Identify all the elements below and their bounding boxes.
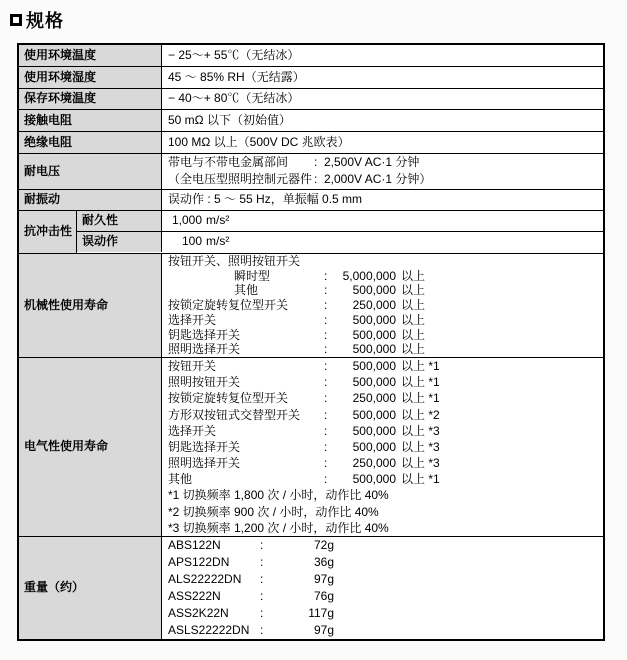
durability-suffix: 以上 *1 xyxy=(401,391,440,406)
spec-label: 使用环境湿度 xyxy=(24,69,97,84)
shock-subrow xyxy=(77,211,603,232)
spec-value: 45 ～ 85% RH（无结露） xyxy=(168,69,305,84)
spec-value-cell xyxy=(162,89,603,110)
spec-label: 重量（约） xyxy=(24,580,85,595)
table-row-shock xyxy=(19,211,603,254)
spec-label-cell xyxy=(19,110,162,131)
spec-value: − 40～+ 80℃（无结冰） xyxy=(168,91,300,106)
durability-line xyxy=(168,390,599,406)
durability-suffix: 以上 xyxy=(401,268,426,283)
weight-line xyxy=(168,588,599,605)
weight-model: APS122DN xyxy=(168,555,230,570)
spec-value-cell xyxy=(162,537,603,639)
spec-value-cell xyxy=(162,45,603,66)
shock-value-unit: m/s² xyxy=(206,234,230,249)
durability-line xyxy=(168,455,599,471)
voltage-part: 带电与不带电金属部间 xyxy=(168,155,289,170)
durability-count: 250,000 xyxy=(352,456,396,471)
spec-label-cell xyxy=(19,132,162,153)
spec-label-cell xyxy=(19,211,77,253)
durability-suffix: 以上 *1 xyxy=(401,375,440,390)
weight-line xyxy=(168,571,599,588)
weight-colon: : xyxy=(260,622,264,637)
durability-colon: : xyxy=(324,472,328,487)
simple-rows-group xyxy=(19,45,603,154)
spec-label: 抗冲击性 xyxy=(24,224,73,239)
weight-value: 97g xyxy=(313,622,334,637)
durability-count: 500,000 xyxy=(352,375,396,390)
spec-value-cell xyxy=(162,358,603,536)
weight-line xyxy=(168,605,599,622)
durability-count: 250,000 xyxy=(352,298,396,313)
durability-item: 按锁定旋转复位型开关 xyxy=(168,391,289,406)
durability-count: 500,000 xyxy=(352,312,396,327)
durability-line xyxy=(168,328,599,343)
table-row-weight xyxy=(19,537,603,639)
durability-count: 500,000 xyxy=(352,327,396,342)
durability-colon: : xyxy=(324,268,328,283)
durability-line xyxy=(168,471,599,487)
table-row xyxy=(19,132,603,154)
table-row xyxy=(19,110,603,132)
durability-suffix: 以上 xyxy=(401,283,426,298)
spec-value: − 25～+ 55℃（无结冰） xyxy=(168,47,300,62)
durability-colon: : xyxy=(324,327,328,342)
shock-subrows xyxy=(77,211,603,253)
durability-suffix: 以上 xyxy=(401,312,426,327)
durability-colon: : xyxy=(324,407,328,422)
spec-label: 绝缘电阻 xyxy=(24,135,73,150)
durability-suffix: 以上 xyxy=(401,298,426,313)
durability-line xyxy=(168,342,599,357)
table-row xyxy=(19,89,603,111)
voltage-part: （全电压型照明控制元器件 xyxy=(168,172,313,187)
spec-value-cell xyxy=(162,154,603,189)
weight-model: ABS122N xyxy=(168,538,221,553)
voltage-line xyxy=(168,154,599,171)
durability-item: 钥匙选择开关 xyxy=(168,327,241,342)
weight-colon: : xyxy=(260,538,264,553)
durability-colon: : xyxy=(324,456,328,471)
durability-suffix: 以上 xyxy=(401,327,426,342)
weight-colon: : xyxy=(260,588,264,603)
durability-suffix: 以上 *3 xyxy=(401,439,440,454)
durability-line xyxy=(168,298,599,313)
durability-suffix xyxy=(396,254,401,269)
shock-value-cell xyxy=(162,211,603,231)
spec-label: 使用环境温度 xyxy=(24,47,97,62)
spec-value-cell xyxy=(162,254,603,357)
voltage-line xyxy=(168,171,599,188)
durability-item: 按钮开关 xyxy=(168,358,217,373)
weight-line xyxy=(168,537,599,554)
weight-model: ASLS22222DN xyxy=(168,622,250,637)
durability-count: 500,000 xyxy=(352,423,396,438)
spec-label-cell xyxy=(19,154,162,189)
durability-suffix: 以上 *3 xyxy=(401,423,440,438)
durability-colon: : xyxy=(324,358,328,373)
table-row-electrical xyxy=(19,358,603,537)
durability-suffix: 以上 *3 xyxy=(401,456,440,471)
spec-label: 机械性使用寿命 xyxy=(24,297,109,312)
shock-subrow xyxy=(77,232,603,252)
spec-label: 保存环境温度 xyxy=(24,91,97,106)
shock-sublabel-cell xyxy=(77,211,162,231)
durability-item: 瞬时型 xyxy=(234,268,271,283)
weight-line xyxy=(168,622,599,639)
spec-label-cell xyxy=(19,89,162,110)
durability-line xyxy=(168,358,599,374)
spec-label-cell xyxy=(19,254,162,357)
shock-value-number: 1,000 xyxy=(171,213,202,228)
spec-label: 电气性使用寿命 xyxy=(24,439,109,454)
weight-model: ASS222N xyxy=(168,588,221,603)
durability-line xyxy=(168,269,599,284)
durability-colon: : xyxy=(324,312,328,327)
spec-value-cell xyxy=(162,67,603,88)
durability-colon: : xyxy=(324,375,328,390)
spec-label-cell xyxy=(19,190,162,210)
durability-item: 钥匙选择开关 xyxy=(168,439,241,454)
durability-count: 500,000 xyxy=(352,472,396,487)
shock-value-cell xyxy=(162,232,603,252)
weight-model: ASS2K22N xyxy=(168,605,229,620)
voltage-colon: : xyxy=(314,172,318,187)
durability-item: 按锁定旋转复位型开关 xyxy=(168,298,289,313)
spec-label: 耐振动 xyxy=(24,192,61,207)
durability-line xyxy=(168,283,599,298)
spec-value: 100 MΩ 以上（500V DC 兆欧表） xyxy=(168,135,350,150)
weight-value: 97g xyxy=(313,572,334,587)
spec-label-cell xyxy=(19,67,162,88)
durability-count: 250,000 xyxy=(352,391,396,406)
durability-item: 照明选择开关 xyxy=(168,342,241,357)
weight-colon: : xyxy=(260,605,264,620)
durability-colon: : xyxy=(324,423,328,438)
durability-line xyxy=(168,374,599,390)
spec-value: 50 mΩ 以下（初始值） xyxy=(168,113,291,128)
shock-sublabel: 耐久性 xyxy=(82,213,119,228)
spec-label: 耐电压 xyxy=(24,163,61,178)
table-row xyxy=(19,45,603,67)
page-title xyxy=(10,7,64,33)
shock-value-number: 100 xyxy=(181,234,202,249)
footnote: *1 切换频率 1,800 次 / 小时，动作比 40% xyxy=(168,488,389,503)
weight-line xyxy=(168,554,599,571)
durability-item: 选择开关 xyxy=(168,423,217,438)
weight-value: 36g xyxy=(313,555,334,570)
square-bullet-icon xyxy=(10,14,22,26)
durability-item: 选择开关 xyxy=(168,312,217,327)
spec-label-cell xyxy=(19,537,162,639)
page-title-text: 规格 xyxy=(26,11,64,31)
weight-value: 117g xyxy=(308,605,334,620)
durability-line xyxy=(168,313,599,328)
table-row xyxy=(19,67,603,89)
shock-sublabel: 误动作 xyxy=(82,234,119,249)
footnote: *2 切换频率 900 次 / 小时，动作比 40% xyxy=(168,504,379,519)
durability-suffix: 以上 xyxy=(401,342,426,357)
durability-item: 其他 xyxy=(234,283,259,298)
durability-item: 按钮开关、照明按钮开关 xyxy=(168,253,301,268)
electrical-footnotes xyxy=(168,487,599,536)
durability-item: 方形双按钮式交替型开关 xyxy=(168,407,301,422)
spec-value-cell xyxy=(162,132,603,153)
weight-model: ALS22222DN xyxy=(168,572,242,587)
spec-label: 接触电阻 xyxy=(24,113,73,128)
durability-count: 500,000 xyxy=(352,439,396,454)
durability-colon: : xyxy=(324,439,328,454)
table-row-voltage xyxy=(19,154,603,190)
durability-count: 500,000 xyxy=(352,407,396,422)
durability-item: 照明选择开关 xyxy=(168,456,241,471)
spec-label-cell xyxy=(19,358,162,536)
durability-count: 5,000,000 xyxy=(342,268,396,283)
weight-value: 72g xyxy=(313,538,334,553)
spec-label-cell xyxy=(19,45,162,66)
durability-suffix: 以上 *1 xyxy=(401,472,440,487)
durability-count: 500,000 xyxy=(352,358,396,373)
durability-suffix: 以上 *2 xyxy=(401,407,440,422)
electrical-lines xyxy=(168,358,599,488)
durability-colon: : xyxy=(324,391,328,406)
voltage-value: 2,000V AC·1 分钟） xyxy=(324,172,432,187)
durability-suffix: 以上 *1 xyxy=(401,358,440,373)
durability-colon: : xyxy=(324,298,328,313)
durability-line xyxy=(168,254,599,269)
durability-count: 500,000 xyxy=(352,283,396,298)
durability-count xyxy=(334,254,396,269)
shock-sublabel-cell xyxy=(77,232,162,252)
spec-table xyxy=(17,43,605,641)
footnote: *3 切换频率 1,200 次 / 小时，动作比 40% xyxy=(168,520,389,535)
weight-value: 76g xyxy=(313,588,334,603)
table-row-mechanical xyxy=(19,254,603,358)
voltage-colon: : xyxy=(314,155,318,170)
durability-item: 其他 xyxy=(168,472,193,487)
durability-line xyxy=(168,439,599,455)
durability-item: 照明按钮开关 xyxy=(168,375,241,390)
voltage-value: 2,500V AC·1 分钟 xyxy=(324,155,420,170)
durability-line xyxy=(168,407,599,423)
durability-colon: : xyxy=(324,342,328,357)
spec-value-cell xyxy=(162,190,603,210)
table-row-vibration xyxy=(19,190,603,211)
durability-count: 500,000 xyxy=(352,342,396,357)
spec-value-cell xyxy=(162,110,603,131)
spec-value: 误动作 : 5 ～ 55 Hz，单振幅 0.5 mm xyxy=(168,192,363,207)
shock-value-unit: m/s² xyxy=(206,213,230,228)
weight-colon: : xyxy=(260,572,264,587)
durability-colon xyxy=(324,254,334,269)
durability-line xyxy=(168,423,599,439)
durability-colon: : xyxy=(324,283,328,298)
weight-colon: : xyxy=(260,555,264,570)
